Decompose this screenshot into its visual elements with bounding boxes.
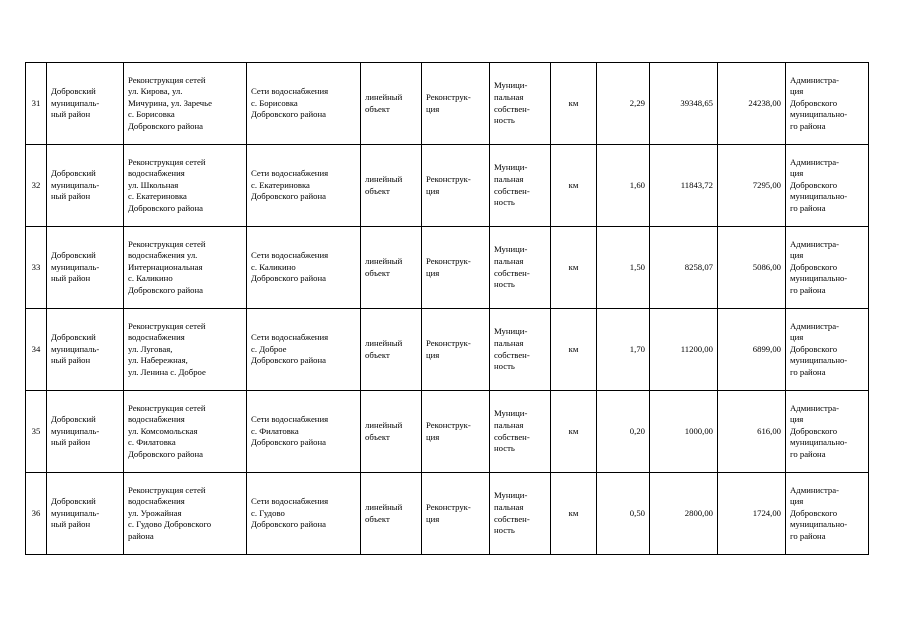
district-cell: Добровский муниципаль- ный район <box>47 391 124 473</box>
row-number: 36 <box>26 473 47 555</box>
work-kind-cell: Реконструк- ция <box>422 309 490 391</box>
district-cell: Добровский муниципаль- ный район <box>47 227 124 309</box>
object-type-cell: линейный объект <box>361 63 422 145</box>
work-description-cell: Реконструкция сетей водоснабжения ул. Комсомольская с. Филатовка Добровского района <box>124 391 247 473</box>
table-row <box>26 391 869 473</box>
cost-share-cell: 6899,00 <box>718 309 786 391</box>
unit-cell: км <box>551 227 597 309</box>
district-cell: Добровский муниципаль- ный район <box>47 145 124 227</box>
cost-share-cell: 7295,00 <box>718 145 786 227</box>
ownership-cell: Муници- пальная собствен- ность <box>490 473 551 555</box>
cost-share-cell: 5086,00 <box>718 227 786 309</box>
quantity-cell: 0,20 <box>597 391 650 473</box>
cost-total-cell: 8258,07 <box>650 227 718 309</box>
cost-total-cell: 11843,72 <box>650 145 718 227</box>
row-number: 33 <box>26 227 47 309</box>
quantity-cell: 1,60 <box>597 145 650 227</box>
ownership-cell: Муници- пальная собствен- ность <box>490 63 551 145</box>
object-name-cell: Сети водоснабжения с. Каликино Добровского района <box>247 227 361 309</box>
responsible-cell: Администра- ция Добровского муниципально- го района <box>786 473 869 555</box>
work-description-cell: Реконструкция сетей ул. Кирова, ул. Мичурина, ул. Заречье с. Борисовка Добровского района <box>124 63 247 145</box>
unit-cell: км <box>551 391 597 473</box>
ownership-cell: Муници- пальная собствен- ность <box>490 391 551 473</box>
ownership-cell: Муници- пальная собствен- ность <box>490 145 551 227</box>
work-description-cell: Реконструкция сетей водоснабжения ул. Луговая, ул. Набережная, ул. Ленина с. Доброе <box>124 309 247 391</box>
district-cell: Добровский муниципаль- ный район <box>47 309 124 391</box>
work-description-cell: Реконструкция сетей водоснабжения ул. Школьная с. Екатериновка Добровского района <box>124 145 247 227</box>
row-number: 34 <box>26 309 47 391</box>
object-name-cell: Сети водоснабжения с. Доброе Добровского района <box>247 309 361 391</box>
unit-cell: км <box>551 473 597 555</box>
table-row <box>26 227 869 309</box>
object-name-cell: Сети водоснабжения с. Екатериновка Добровского района <box>247 145 361 227</box>
row-number: 32 <box>26 145 47 227</box>
responsible-cell: Администра- ция Добровского муниципально- го района <box>786 391 869 473</box>
responsible-cell: Администра- ция Добровского муниципально- го района <box>786 309 869 391</box>
unit-cell: км <box>551 309 597 391</box>
projects-table <box>25 62 869 555</box>
row-number: 31 <box>26 63 47 145</box>
cost-total-cell: 1000,00 <box>650 391 718 473</box>
work-description-cell: Реконструкция сетей водоснабжения ул. Урожайная с. Гудово Добровского района <box>124 473 247 555</box>
object-type-cell: линейный объект <box>361 391 422 473</box>
cost-total-cell: 2800,00 <box>650 473 718 555</box>
quantity-cell: 0,50 <box>597 473 650 555</box>
table-row <box>26 473 869 555</box>
district-cell: Добровский муниципаль- ный район <box>47 473 124 555</box>
object-type-cell: линейный объект <box>361 227 422 309</box>
work-kind-cell: Реконструк- ция <box>422 227 490 309</box>
quantity-cell: 2,29 <box>597 63 650 145</box>
cost-share-cell: 616,00 <box>718 391 786 473</box>
table-body <box>26 63 869 555</box>
responsible-cell: Администра- ция Добровского муниципально- го района <box>786 227 869 309</box>
quantity-cell: 1,50 <box>597 227 650 309</box>
cost-total-cell: 11200,00 <box>650 309 718 391</box>
object-type-cell: линейный объект <box>361 145 422 227</box>
ownership-cell: Муници- пальная собствен- ность <box>490 309 551 391</box>
responsible-cell: Администра- ция Добровского муниципально- го района <box>786 63 869 145</box>
object-name-cell: Сети водоснабжения с. Гудово Добровского района <box>247 473 361 555</box>
quantity-cell: 1,70 <box>597 309 650 391</box>
responsible-cell: Администра- ция Добровского муниципально- го района <box>786 145 869 227</box>
object-name-cell: Сети водоснабжения с. Филатовка Добровского района <box>247 391 361 473</box>
work-kind-cell: Реконструк- ция <box>422 473 490 555</box>
work-description-cell: Реконструкция сетей водоснабжения ул. Интернациональная с. Каликино Добровского района <box>124 227 247 309</box>
cost-total-cell: 39348,65 <box>650 63 718 145</box>
cost-share-cell: 24238,00 <box>718 63 786 145</box>
unit-cell: км <box>551 63 597 145</box>
cost-share-cell: 1724,00 <box>718 473 786 555</box>
object-name-cell: Сети водоснабжения с. Борисовка Добровского района <box>247 63 361 145</box>
unit-cell: км <box>551 145 597 227</box>
work-kind-cell: Реконструк- ция <box>422 391 490 473</box>
object-type-cell: линейный объект <box>361 473 422 555</box>
ownership-cell: Муници- пальная собствен- ность <box>490 227 551 309</box>
object-type-cell: линейный объект <box>361 309 422 391</box>
row-number: 35 <box>26 391 47 473</box>
table-row <box>26 309 869 391</box>
table-row <box>26 63 869 145</box>
work-kind-cell: Реконструк- ция <box>422 145 490 227</box>
table-row <box>26 145 869 227</box>
work-kind-cell: Реконструк- ция <box>422 63 490 145</box>
district-cell: Добровский муниципаль- ный район <box>47 63 124 145</box>
